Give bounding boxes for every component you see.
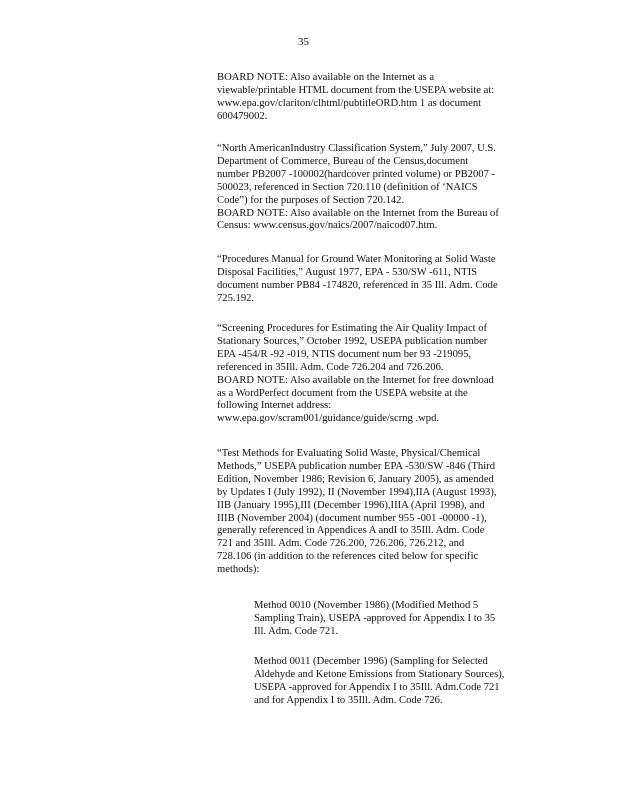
board-note-paragraph-1 (217, 72, 535, 124)
text-line: number PB2007 -100002(hardcover printed volume) or PB2007 - (217, 168, 496, 180)
text-line: viewable/printable HTML document from the USEPA website at: (217, 84, 495, 96)
text-line: “Procedures Manual for Ground Water Monitoring at Solid Waste (217, 254, 496, 265)
text-line: as a WordPerfect document from the USEPA website at the (217, 387, 468, 399)
text-line: Method 0011 (December 1996) (Sampling for Selected (254, 656, 488, 667)
text-line: USEPA -approved for Appendix I to 35Ill. Adm.Code 721 (254, 681, 500, 693)
test-methods-paragraph (217, 448, 535, 577)
text-line: “Test Methods for Evaluating Solid Waste, Physical/Chemical (217, 448, 481, 459)
naics-paragraph (217, 143, 535, 233)
text-line: BOARD NOTE: Also available on the Internet from the Bureau of (217, 207, 499, 219)
text-line: referenced in 35Ill. Adm. Code 726.204 and 726.206. (217, 361, 444, 373)
text-line: “Screening Procedures for Estimating the Air Quality Impact of (217, 323, 488, 334)
text-line: EPA -454/R -92 -019, NTIS document num ber 93 -219095, (217, 348, 472, 360)
text-line: Department of Commerce, Bureau of the Census,document (217, 155, 469, 167)
text-line: generally referenced in Appendices A andI to 35Ill. Adm. Code (217, 525, 485, 537)
text-line: Census: www.census.gov/naics/2007/naicod07.htm. (217, 220, 438, 232)
text-line: Method 0010 (November 1986) (Modified Method 5 (254, 600, 479, 611)
text-line: Code”) for the purposes of Section 720.142. (217, 194, 405, 206)
text-line: and for Appendix I to 35Ill. Adm. Code 726. (254, 694, 443, 706)
text-line: following Internet address: (217, 400, 332, 412)
text-line: Stationary Sources,” October 1992, USEPA publication number (217, 335, 488, 347)
text-line: 728.106 (in addition to the references cited below for specific (217, 551, 479, 563)
text-line: Methods,” USEPA publication number EPA -530/SW -846 (Third (217, 460, 495, 472)
text-line: BOARD NOTE: Also available on the Internet for free download (217, 374, 494, 386)
text-line: IIB (January 1995),III (December 1996),IIIA (April 1998), and (217, 499, 485, 511)
text-line: Aldehyde and Ketone Emissions from Stationary Sources), (254, 668, 505, 680)
text-line: Edition, November 1986; Revision 6, January 2005), as amended (217, 473, 494, 485)
method-0010-paragraph (254, 600, 530, 639)
text-line: “North AmericanIndustry Classification System,” July 2007, U.S. (217, 143, 496, 154)
screening-procedures-paragraph (217, 323, 535, 426)
text-line: methods): (217, 564, 260, 576)
page-number: 35 (298, 36, 309, 48)
text-line: 725.192. (217, 292, 255, 304)
text-line: 600479002. (217, 110, 268, 122)
text-line: www.epa.gov/clariton/clhtml/pubtitleORD.htm 1 as document (217, 97, 482, 109)
text-line: Ill. Adm. Code 721. (254, 625, 339, 637)
text-line: Disposal Facilities,” August 1977, EPA - 530/SW -611, NTIS (217, 266, 478, 278)
text-line: Sampling Train), USEPA -approved for Appendix I to 35 (254, 612, 496, 624)
text-line: 721 and 35Ill. Adm. Code 726.200, 726.206, 726.212, and (217, 538, 465, 550)
text-line: document number PB84 -174820, referenced in 35 Ill. Adm. Code (217, 279, 498, 291)
method-0011-paragraph (254, 656, 530, 708)
text-line: IIIB (November 2004) (document number 955 -001 -00000 -1), (217, 512, 487, 524)
text-line: www.epa.gov/scram001/guidance/guide/scrng .wpd. (217, 413, 440, 425)
procedures-manual-paragraph (217, 254, 535, 306)
text-line: BOARD NOTE: Also available on the Internet as a (217, 72, 435, 83)
text-line: 500023, referenced in Section 720.110 (definition of ‘NAICS (217, 181, 478, 193)
text-line: by Updates I (July 1992), II (November 1994),IIA (August 1993), (217, 486, 497, 498)
